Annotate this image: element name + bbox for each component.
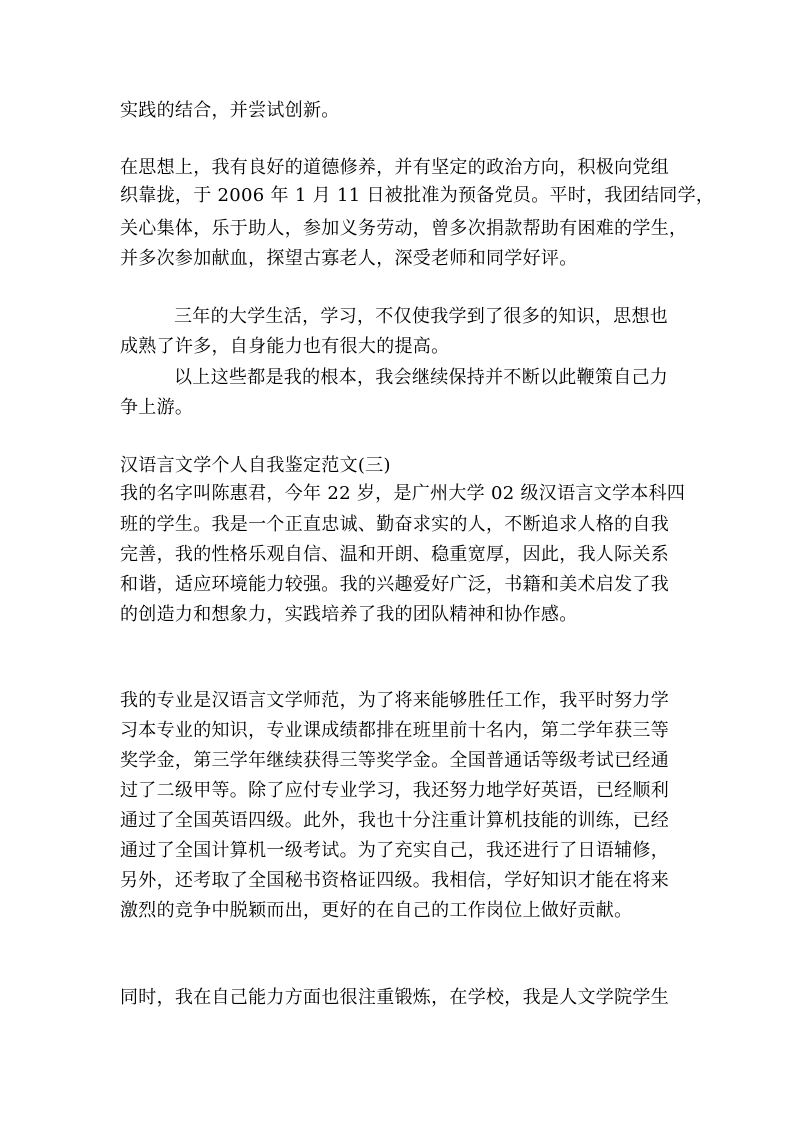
text-line: 在思想上，我有良好的道德修养，并有坚定的政治方向，积极向党组 <box>120 157 669 178</box>
text-line: 争上游。 <box>120 397 194 418</box>
text-line: 另外，还考取了全国秘书资格证四级。我相信，学好知识才能在将来 <box>120 870 669 891</box>
text-line: 我的专业是汉语言文学师范，为了将来能够胜任工作，我平时努力学 <box>120 690 669 711</box>
text-line: 习本专业的知识，专业课成绩都排在班里前十名内，第二学年获三等 <box>120 720 669 741</box>
text-line: 同时，我在自己能力方面也很注重锻炼，在学校，我是人文学院学生 <box>120 987 669 1008</box>
text-line: 激烈的竞争中脱颖而出，更好的在自己的工作岗位上做好贡献。 <box>120 900 633 921</box>
text-line: 的创造力和想象力，实践培养了我的团队精神和协作感。 <box>120 604 578 625</box>
text-line: 完善，我的性格乐观自信、温和开朗、稳重宽厚，因此，我人际关系 <box>120 544 669 565</box>
text-line: 关心集体，乐于助人，参加义务劳动，曾多次捐款帮助有困难的学生， <box>120 218 688 239</box>
text-line: 成熟了许多，自身能力也有很大的提高。 <box>120 336 450 357</box>
text-line: 过了二级甲等。除了应付专业学习，我还努力地学好英语，已经顺利 <box>120 780 669 801</box>
text-line: 并多次参加献血，探望古寡老人，深受老师和同学好评。 <box>120 248 578 269</box>
text-line: 通过了全国英语四级。此外，我也十分注重计算机技能的训练，已经 <box>120 810 669 831</box>
text-line: 我的名字叫陈惠君，今年 22 岁，是广州大学 02 级汉语言文学本科四 <box>120 483 686 504</box>
text-line: 和谐，适应环境能力较强。我的兴趣爱好广泛，书籍和美术启发了我 <box>120 574 669 595</box>
text-line: 实践的结合，并尝试创新。 <box>120 100 340 121</box>
text-line: 通过了全国计算机一级考试。为了充实自己，我还进行了日语辅修， <box>120 840 669 861</box>
text-line: 奖学金，第三学年继续获得三等奖学金。全国普通话等级考试已经通 <box>120 750 669 771</box>
text-line: 班的学生。我是一个正直忠诚、勤奋求实的人，不断追求人格的自我 <box>120 514 669 535</box>
section-heading: 汉语言文学个人自我鉴定范文(三) <box>120 455 391 476</box>
text-line: 三年的大学生活，学习，不仅使我学到了很多的知识，思想也 <box>174 306 669 327</box>
text-line: 以上这些都是我的根本，我会继续保持并不断以此鞭策自己力 <box>174 367 669 388</box>
text-line: 织靠拢，于 2006 年 1 月 11 日被批准为预备党员。平时，我团结同学， <box>120 185 715 206</box>
